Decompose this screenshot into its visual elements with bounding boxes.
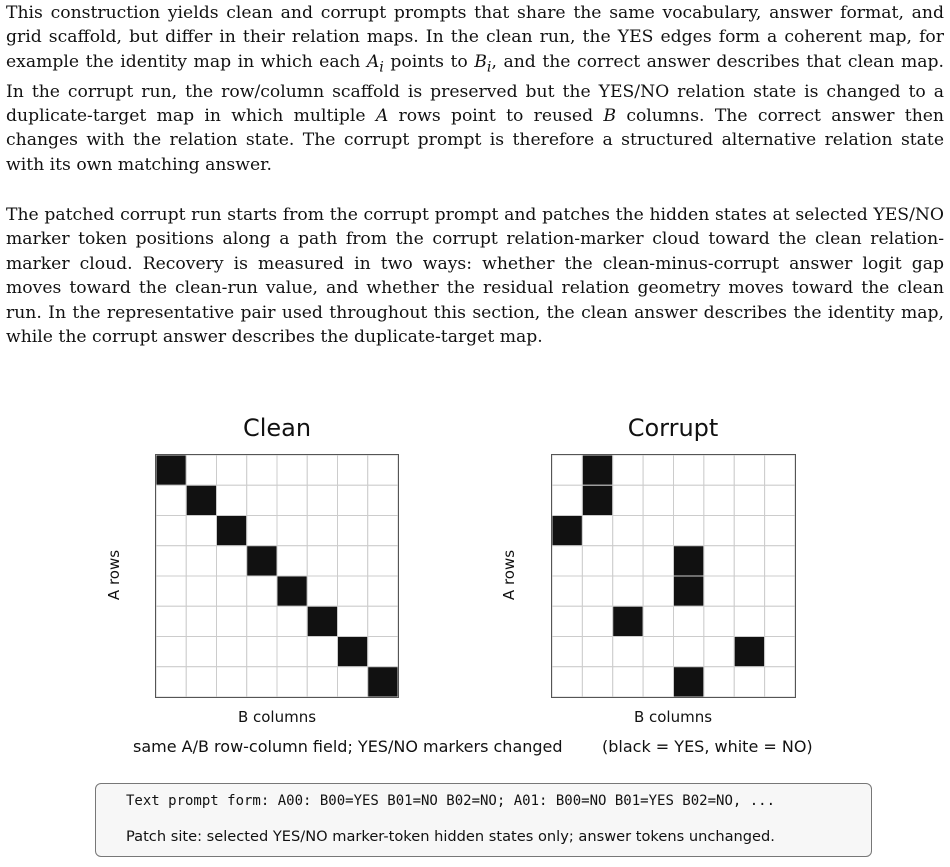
no-cell	[307, 637, 337, 667]
no-cell	[186, 516, 216, 546]
math-subscript-i: i	[379, 59, 384, 76]
no-cell	[307, 516, 337, 546]
no-cell	[217, 637, 247, 667]
no-cell	[582, 576, 612, 606]
para1-text-d: rows point to reused	[388, 106, 604, 127]
no-cell	[643, 516, 673, 546]
no-cell	[613, 455, 643, 485]
no-cell	[186, 546, 216, 576]
no-cell	[186, 455, 216, 485]
yes-cell	[368, 667, 398, 697]
no-cell	[217, 485, 247, 515]
no-cell	[156, 637, 186, 667]
no-cell	[643, 667, 673, 697]
no-cell	[582, 546, 612, 576]
no-cell	[734, 516, 764, 546]
clean-grid-svg	[156, 455, 398, 697]
no-cell	[704, 546, 734, 576]
corrupt-grid-svg	[552, 455, 795, 697]
no-cell	[704, 576, 734, 606]
no-cell	[217, 546, 247, 576]
no-cell	[734, 606, 764, 636]
no-cell	[307, 485, 337, 515]
no-cell	[368, 485, 398, 515]
no-cell	[277, 546, 307, 576]
no-cell	[734, 485, 764, 515]
no-cell	[704, 637, 734, 667]
no-cell	[643, 576, 673, 606]
no-cell	[277, 637, 307, 667]
yes-cell	[156, 455, 186, 485]
no-cell	[277, 485, 307, 515]
yes-cell	[613, 606, 643, 636]
no-cell	[338, 546, 368, 576]
no-cell	[613, 667, 643, 697]
no-cell	[368, 576, 398, 606]
yes-cell	[217, 516, 247, 546]
no-cell	[247, 606, 277, 636]
no-cell	[643, 485, 673, 515]
no-cell	[613, 546, 643, 576]
no-cell	[704, 455, 734, 485]
paragraph-1	[6, 1, 944, 177]
no-cell	[704, 485, 734, 515]
no-cell	[674, 516, 704, 546]
yes-cell	[582, 455, 612, 485]
no-cell	[368, 516, 398, 546]
yes-cell	[186, 485, 216, 515]
no-cell	[552, 637, 582, 667]
no-cell	[247, 667, 277, 697]
no-cell	[674, 637, 704, 667]
no-cell	[765, 606, 795, 636]
yes-cell	[552, 516, 582, 546]
patch-site-text: Patch site: selected YES/NO marker-token hidden states only; answer tokens unchanged.	[126, 828, 775, 845]
no-cell	[307, 576, 337, 606]
no-cell	[247, 455, 277, 485]
no-cell	[338, 667, 368, 697]
no-cell	[368, 606, 398, 636]
no-cell	[368, 637, 398, 667]
no-cell	[247, 576, 277, 606]
no-cell	[156, 667, 186, 697]
no-cell	[582, 637, 612, 667]
no-cell	[643, 455, 673, 485]
no-cell	[613, 485, 643, 515]
yes-cell	[674, 546, 704, 576]
no-cell	[765, 516, 795, 546]
no-cell	[277, 516, 307, 546]
math-subscript-i: i	[486, 59, 492, 76]
no-cell	[674, 606, 704, 636]
yes-cell	[277, 576, 307, 606]
no-cell	[156, 576, 186, 606]
yes-cell	[674, 667, 704, 697]
clean-panel-title: Clean	[242, 414, 312, 442]
no-cell	[247, 637, 277, 667]
no-cell	[338, 455, 368, 485]
math-B: B	[474, 51, 487, 72]
no-cell	[765, 485, 795, 515]
yes-cell	[247, 546, 277, 576]
no-cell	[156, 485, 186, 515]
para1-text-a: This construction yields clean and corrupt prompts that share the same vocabulary, answer format, and grid scaffold, but differ in their relation maps. In the clean run, the YES edges form a coherent map, for example the identity map in which each	[6, 3, 944, 72]
no-cell	[217, 606, 247, 636]
no-cell	[734, 667, 764, 697]
no-cell	[307, 455, 337, 485]
no-cell	[552, 576, 582, 606]
yes-cell	[307, 606, 337, 636]
no-cell	[247, 516, 277, 546]
corrupt-x-axis-label: B columns	[633, 708, 713, 726]
no-cell	[368, 455, 398, 485]
corrupt-relation-grid	[551, 454, 796, 698]
no-cell	[613, 637, 643, 667]
no-cell	[643, 637, 673, 667]
no-cell	[674, 455, 704, 485]
clean-y-axis-label: A rows	[105, 549, 123, 601]
no-cell	[704, 606, 734, 636]
no-cell	[338, 516, 368, 546]
no-cell	[765, 667, 795, 697]
math-A: A	[375, 106, 389, 127]
no-cell	[277, 606, 307, 636]
para1-text-c: , and the correct answer describes that clean map. In the corrupt run, the row/column scaffold is preserved but the YES/NO relation state is changed to a duplicate-target map in which multiple	[6, 51, 944, 127]
clean-relation-grid	[155, 454, 399, 698]
no-cell	[765, 637, 795, 667]
no-cell	[734, 455, 764, 485]
no-cell	[217, 667, 247, 697]
math-B: B	[603, 106, 617, 127]
no-cell	[338, 606, 368, 636]
corrupt-y-axis-label: A rows	[500, 549, 518, 601]
no-cell	[368, 546, 398, 576]
no-cell	[765, 455, 795, 485]
no-cell	[156, 606, 186, 636]
no-cell	[582, 516, 612, 546]
yes-cell	[734, 637, 764, 667]
no-cell	[734, 576, 764, 606]
yes-cell	[674, 576, 704, 606]
no-cell	[217, 455, 247, 485]
no-cell	[704, 516, 734, 546]
no-cell	[186, 667, 216, 697]
no-cell	[552, 546, 582, 576]
corrupt-panel-title: Corrupt	[627, 414, 719, 442]
figure-caption-right: (black = YES, white = NO)	[602, 737, 813, 756]
no-cell	[643, 606, 673, 636]
no-cell	[613, 576, 643, 606]
no-cell	[674, 485, 704, 515]
no-cell	[307, 667, 337, 697]
no-cell	[552, 455, 582, 485]
no-cell	[704, 667, 734, 697]
no-cell	[643, 546, 673, 576]
no-cell	[307, 546, 337, 576]
no-cell	[186, 576, 216, 606]
no-cell	[582, 606, 612, 636]
no-cell	[277, 455, 307, 485]
no-cell	[217, 576, 247, 606]
yes-cell	[582, 485, 612, 515]
no-cell	[552, 485, 582, 515]
no-cell	[552, 667, 582, 697]
no-cell	[338, 576, 368, 606]
para1-text-e: columns. The correct answer then changes with the relation state. The corrupt prompt is therefore a structured alternative relation state with its own matching answer.	[6, 106, 945, 175]
no-cell	[552, 606, 582, 636]
no-cell	[247, 485, 277, 515]
para1-text-b: points to	[383, 51, 475, 72]
no-cell	[613, 516, 643, 546]
no-cell	[156, 516, 186, 546]
no-cell	[765, 546, 795, 576]
no-cell	[186, 637, 216, 667]
prompt-form-text: Text prompt form: A00: B00=YES B01=NO B02=NO; A01: B00=NO B01=YES B02=NO, ...	[126, 793, 776, 809]
no-cell	[156, 546, 186, 576]
no-cell	[277, 667, 307, 697]
no-cell	[186, 606, 216, 636]
paragraph-2: The patched corrupt run starts from the corrupt prompt and patches the hidden states at selected YES/NO marker token positions along a path from the corrupt relation-marker cloud toward the clean relation-marker cloud. Recovery is measured in two ways: whether the clean-minus-corrupt answer logit gap moves toward the clean-run value, and whether the residual relation geometry moves toward the clean run. In the representative pair used throughout this section, the clean answer describes the identity map, while the corrupt answer describes the duplicate-target map.	[6, 205, 944, 348]
no-cell	[734, 546, 764, 576]
no-cell	[338, 485, 368, 515]
clean-x-axis-label: B columns	[237, 708, 317, 726]
no-cell	[582, 667, 612, 697]
figure-caption-left: same A/B row-column field; YES/NO markers changed	[133, 737, 563, 756]
yes-cell	[338, 637, 368, 667]
no-cell	[765, 576, 795, 606]
math-A: A	[366, 51, 380, 72]
